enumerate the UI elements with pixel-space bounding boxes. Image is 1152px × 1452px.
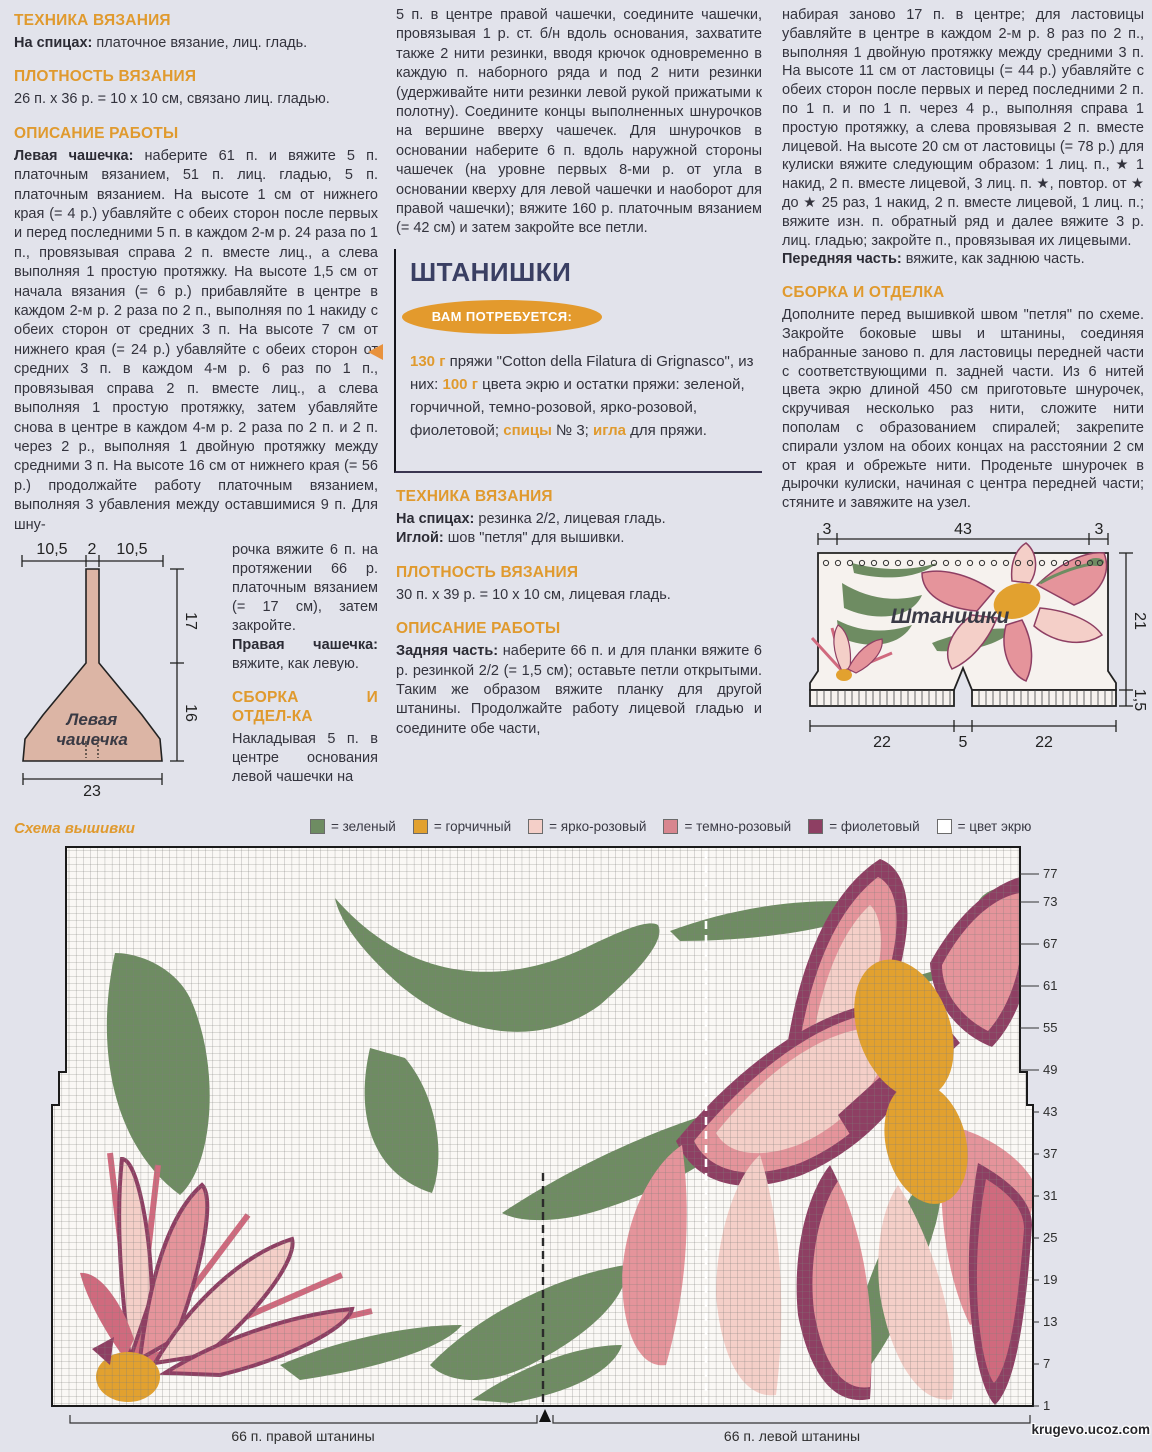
left-column [14, 6, 378, 800]
pants-dim-right-top: 21 [1131, 612, 1148, 630]
front-part-lead: Передняя часть: [782, 251, 902, 268]
middle-column [396, 6, 762, 739]
legend-label: = зеленый [331, 819, 396, 834]
pants-dim-top-right: 3 [1094, 520, 1104, 538]
materials-text [410, 350, 762, 442]
technique-rest: платочное вязание, лиц. гладь. [92, 35, 308, 51]
pants-dim-top-mid: 43 [954, 520, 972, 538]
mid-work-rest: наберите 66 п. и для планки вяжите 6 р. резинкой 2/2 (= 1,5 см); оставьте петли открытыми. Таким же образом вяжите планку для другой штанины. Продолжайте работу лицевой гладью и соедините обе части, [396, 643, 762, 737]
mid-tech-text1: резинка 2/2, лицевая гладь. [474, 510, 666, 527]
materials-t3: № 3; [551, 421, 593, 439]
legend-item-mustard [413, 819, 511, 834]
materials-t4: для пряжи. [625, 421, 707, 439]
row-number: 67 [1043, 936, 1058, 951]
section-heading-gauge: ПЛОТНОСТЬ ВЯЗАНИЯ [14, 68, 197, 86]
work-rest: наберите 61 п. и вяжите 5 п. платочным вязанием, 51 п. лиц. гладью, 5 п. платочным вязанием. На высоте 1 см от нижнего края (= 4 р.) убавляйте с обеих сторон после первых и перед последними 5 п. в каждом 2-м р. 24 раза по 1 п., провязывая справа 2 п. вместе лиц., а слева выполняя 1 простую протяжку. На высоте 1,5 см от начала вязания (= 6 р.) прибавляйте в центре в каждом 2-м р. 2 раза по 2 п., выполняя по 1 накиду с обеих сторон от средних 3 п. На высоте 7 см от нижнего края (= 24 р.) убавляйте с обеих сторон от средних 3 п. в каждом 4-м р. 6 раз по 1 п., провязывая справа 2 п. вместе лиц., а слева выполняя 1 простую протяжку, затем убавляйте снова в центре в каждом 4-м р. 2 раза по 2 п. и 2 п. через 2 р., выполняя 1 двойную протяжку между средними 3 п. На высоте 16 см от нижнего края (= 56 р.) продолжайте работу платочным вязанием, выполняя 3 убавления между оставшимися 9 п. Для шну- [14, 147, 378, 533]
front-part-text [782, 250, 1144, 269]
pants-ribbing [810, 690, 1116, 706]
legend-label: = темно-розовый [684, 819, 792, 834]
mid-tech-lead1: На спицах: [396, 510, 475, 527]
row-number: 31 [1043, 1188, 1058, 1203]
mustard-swatch [413, 819, 428, 834]
row-number: 73 [1043, 894, 1058, 909]
embroidery-chart [40, 843, 1150, 1447]
right-assembly-text: Дополните перед вышивкой швом "петля" по схеме. Закройте боковые швы и штанины, соединяя набранные заново п. для ластовицы передней части с соответствующими п. задней части. Из 6 нитей цвета экрю длиной 450 см приготовьте шнурочек, скручивая несколько раз нити, сложите нити пополам с образованием спиралей; закрепите спирали узлом на обоих концах на расстоянии 2 см от края и обрежьте нити. Проденьте шнурочек в дырочки кулиски, начиная с центра передней части; стяните и завяжите на узел. [782, 307, 1144, 512]
mid-technique-text [396, 510, 762, 549]
embroidery-legend [0, 817, 1152, 845]
mid-gauge-text: 30 п. x 39 р. = 10 x 10 см, лицевая гладь. [396, 586, 671, 603]
cup-label-line2: чашечка [56, 729, 128, 749]
mid-heading-technique: ТЕХНИКА ВЯЗАНИЯ [396, 487, 553, 505]
bright-pink-swatch [528, 819, 543, 834]
legend-label: = цвет экрю [957, 819, 1032, 834]
row-number: 61 [1043, 978, 1058, 993]
cup-dim-bottom: 23 [83, 782, 101, 800]
pants-dim-bottom-mid: 5 [958, 733, 968, 751]
cups-continuation-text: 5 п. в центре правой чашечки, соедините чашечки, провязывая 1 р. ст. б/н вдоль основания, захватите также 2 нити резинки, вводя крючок одновременно в каждую п. наборного ряда и под 2 нити резинки (удерживайте нити резинки левой рукой прижатыми к полотну). Соедините концы выполненных шнурочков на вершине вверху чашечек. Для шнурочков в основании наберите 6 п. вдоль наружной стороны чашечек (на уровне первых 8-ми р. от угла в основании кверху для левой чашечки и наоборот для правой чашечки); вяжите 160 р. платочным вязанием (= 42 см) и затем закройте все петли. [396, 7, 762, 237]
pants-intro-block [394, 249, 762, 473]
section-heading-work: ОПИСАНИЕ РАБОТЫ [14, 124, 179, 142]
chart-bottom-labels [70, 1409, 1030, 1444]
pants-diagram [782, 520, 1148, 761]
legend-item-violet [808, 819, 919, 834]
green-swatch [310, 819, 325, 834]
work-text [14, 147, 378, 535]
row-number: 43 [1043, 1104, 1058, 1119]
pants-dim-top-left: 3 [822, 520, 832, 538]
assembly-left-text: Накладывая 5 п. в центре основания левой чашечки на [232, 730, 378, 785]
materials-amount-ecru: 100 г [442, 375, 478, 393]
cup-dim-top-left: 10,5 [36, 540, 68, 558]
right-cup-text: вяжите, как левую. [232, 655, 359, 672]
legend-label: = горчичный [433, 819, 512, 834]
right-heading-assembly: СБОРКА И ОТДЕЛКА [782, 284, 945, 302]
legend-item-ecru [937, 819, 1032, 834]
legend-items [310, 819, 1031, 834]
materials-needle: игла [593, 421, 626, 439]
cup-label-line1: Левая [66, 709, 118, 729]
center-marker-icon [539, 1409, 551, 1422]
cup-diagram [14, 540, 224, 800]
technique-text [14, 34, 378, 53]
right-cup-lead: Правая чашечка: [232, 636, 378, 653]
cup-dim-right-bottom: 16 [182, 704, 199, 722]
materials-t2: цвета экрю и остатки пряжи: зеленой, горчичной, темно-розовой, ярко-розовой, фиолетовой; [410, 375, 745, 439]
section-heading-assembly-left: СБОРКА И ОТДЕЛ-КА [232, 688, 378, 725]
you-will-need-badge [402, 300, 602, 334]
materials-t1: пряжи "Cotton della Filatura di Grignasco", из них: [410, 352, 754, 393]
pants-dim-bottom-left: 22 [873, 733, 891, 751]
legend-item-green [310, 819, 396, 834]
mid-work-lead: Задняя часть: [396, 643, 499, 660]
pants-inner-label: Штанишки [890, 604, 1010, 628]
pants-title: ШТАНИШКИ [410, 256, 572, 287]
chart-motif [40, 843, 1150, 1447]
badge-label: ВАМ ПОТРЕБУЕТСЯ: [431, 309, 573, 325]
row-number: 7 [1043, 1356, 1051, 1371]
right-leg-label: 66 п. правой штанины [231, 1428, 375, 1444]
cup-dim-top-right: 10,5 [116, 540, 148, 558]
materials-needles: спицы [503, 421, 552, 439]
pants-continuation-text: набирая заново 17 п. в центре; для ластовицы убавляйте в центре в каждом 2-м р. 8 раз по 2 п., выполняя 1 двойную протяжку между средними 3 п. На высоте 11 см от ластовицы (= 44 р.) убавляйте с обеих сторон после первых и перед последними 2 п. по 1 п. и по 1 п. через 4 р., выполняя справа 1 простую протяжку, а слева провязывая 2 п. вместе лицевой. На высоте 20 см от ластовицы (= 78 р.) для кулиски вяжите следующим образом: 1 лиц. п., ★ 1 накид, 2 п. вместе лицевой, 3 лиц. п. ★, повтор. от ★ до ★ 25 раз, 1 накид, 2 п. вместе лицевой, 1 лиц. п.; вяжите изн. п. обратный ряд и далее вяжите 3 р. лиц. гладью; закройте п., провязывая их лицевыми. [782, 7, 1144, 249]
row-number: 77 [1043, 866, 1058, 881]
legend-label: = фиолетовый [829, 819, 920, 834]
row-number: 37 [1043, 1146, 1058, 1161]
ecru-swatch [937, 819, 952, 834]
front-part-rest: вяжите, как заднюю часть. [901, 251, 1085, 268]
pants-dim-bottom-right: 22 [1035, 733, 1053, 751]
legend-item-dark-pink [663, 819, 791, 834]
mid-work-text [396, 642, 762, 739]
mid-heading-gauge: ПЛОТНОСТЬ ВЯЗАНИЯ [396, 563, 579, 581]
row-number: 1 [1043, 1398, 1051, 1413]
cord-text: рочка вяжите 6 п. на протяжении 66 р. платочным вязанием (= 17 см), затем закройте. [232, 541, 378, 634]
section-heading-technique: ТЕХНИКА ВЯЗАНИЯ [14, 12, 171, 29]
row-number: 25 [1043, 1230, 1058, 1245]
dark-pink-swatch [663, 819, 678, 834]
gauge-text: 26 п. x 36 р. = 10 x 10 см, связано лиц. гладью. [14, 91, 330, 108]
technique-lead: На спицах: [14, 35, 93, 51]
left-leg-label: 66 п. левой штанины [723, 1428, 861, 1444]
row-number: 55 [1043, 1020, 1058, 1035]
mid-tech-text2: шов "петля" для вышивки. [443, 530, 625, 547]
legend-label: = ярко-розовый [549, 819, 647, 834]
row-number: 49 [1043, 1062, 1058, 1077]
gutter-arrow-icon [368, 344, 383, 360]
cup-diagram-row [14, 540, 378, 800]
cup-dim-right-top: 17 [182, 612, 199, 630]
pants-dim-right-bottom: 1,5 [1131, 688, 1148, 712]
materials-amount-total: 130 г [410, 352, 446, 370]
legend-item-bright-pink [528, 819, 646, 834]
violet-swatch [808, 819, 823, 834]
mid-tech-lead2: Иглой: [396, 530, 444, 547]
mid-heading-work: ОПИСАНИЕ РАБОТЫ [396, 620, 561, 638]
work-lead: Левая чашечка: [14, 147, 134, 164]
cup-side-text [232, 541, 378, 797]
right-column [782, 6, 1148, 766]
legend-title: Схема вышивки [14, 820, 135, 837]
row-number: 13 [1043, 1314, 1058, 1329]
watermark: krugevo.ucoz.com [1031, 1422, 1150, 1437]
row-number: 19 [1043, 1272, 1058, 1287]
cup-dim-top-mid: 2 [87, 540, 97, 558]
